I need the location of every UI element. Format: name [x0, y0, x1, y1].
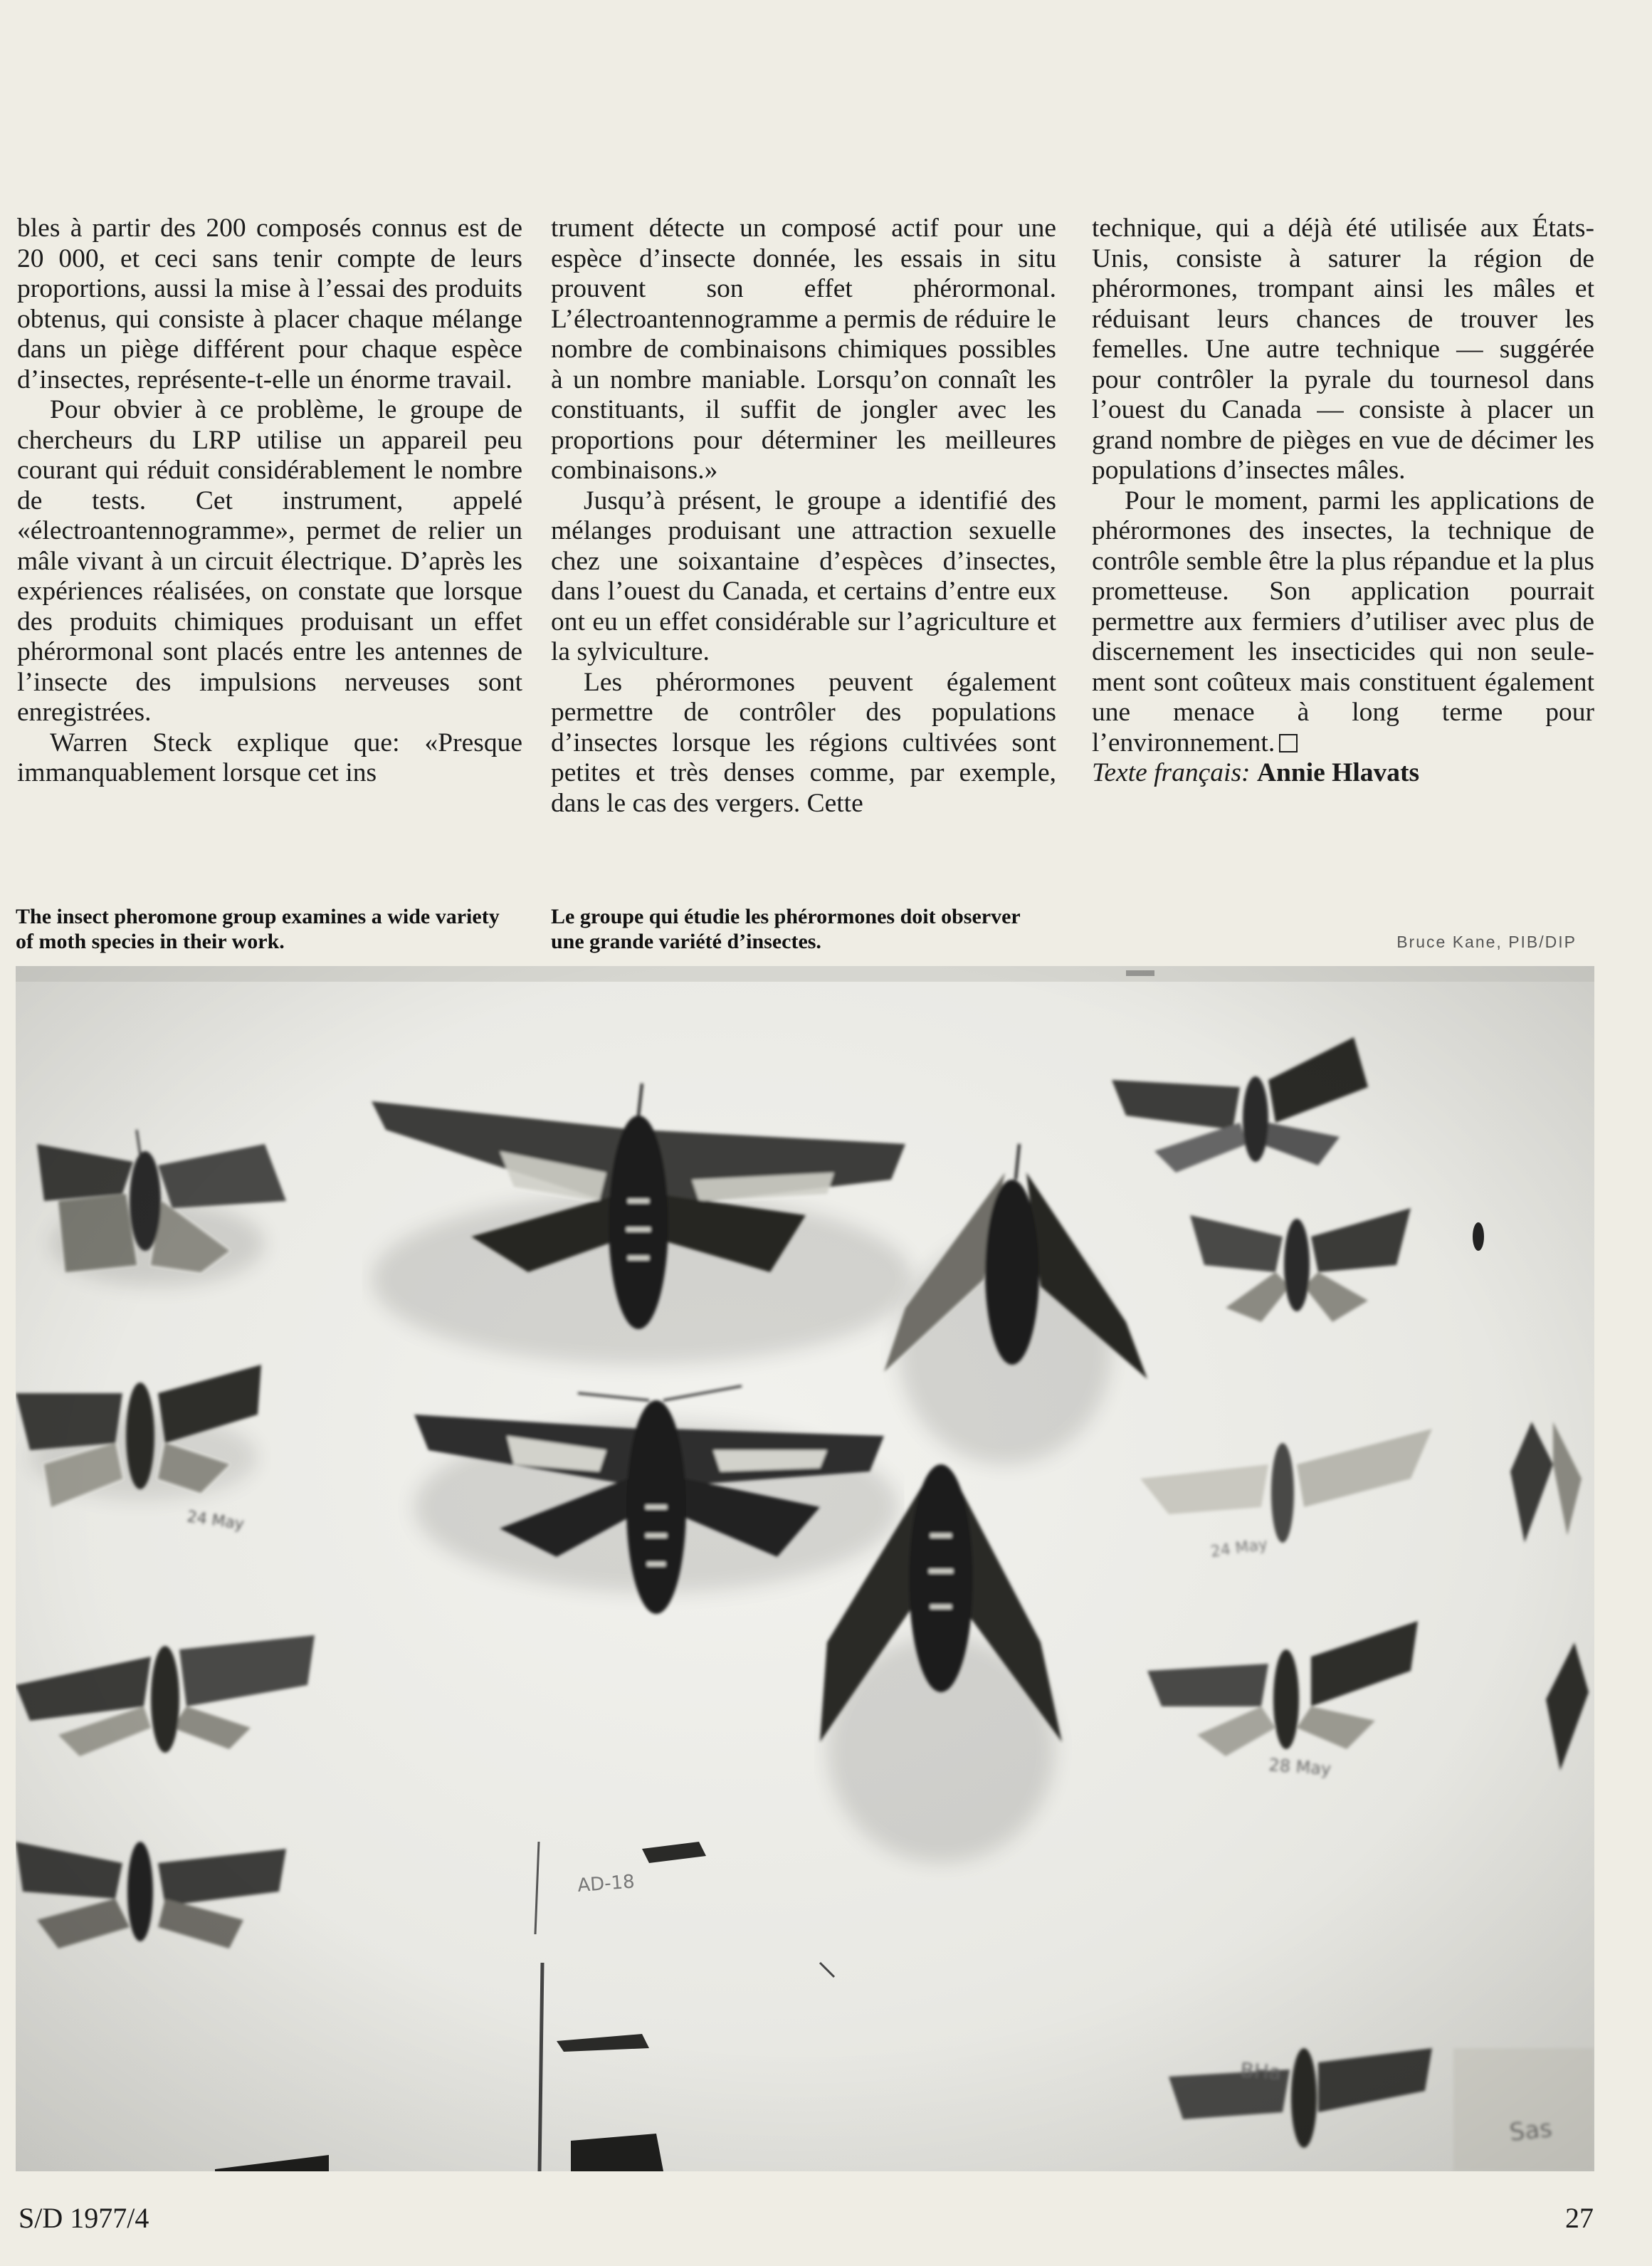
paragraph-text: Pour le moment, parmi les applications de phérormones des insectes, la technique de contrôle semble être la plus répandue et la plus prometteuse. Son application pourrait permettre aux fermiers d’utiliser avec plus de discernement les insecticides qui non seulement sont coûteux mais constituent également une menace à long terme pour l’environnement. — [1092, 486, 1594, 757]
paragraph: Pour obvier à ce problème, le groupe de chercheurs du LRP utilise un appareil peu courant qui réduit considérablement le nombre de tests. Cet instrument, appelé «électroantennogramme», permet de relier un mâle vivant à un circuit électrique. D’après les expériences réalisées, on constate que lorsque des produits chimiques produisant un effet phérormonal sont placés entre les antennes de l’insecte des impulsions nerveuses sont enregistrées. — [17, 395, 522, 727]
translator-name: Annie Hlavats — [1256, 758, 1420, 787]
moth-specimens-photo — [16, 966, 1594, 2171]
paragraph: Jusqu’à présent, le groupe a identifié des mélanges produisant une attraction sexuelle chez une soixantaine d’espèces d’insectes, dans l’ouest du Canada, et certains d’entre eux ont eu un effet considérable sur l’agriculture et la sylviculture. — [551, 486, 1056, 666]
paragraph: technique, qui a déjà été utilisée aux États-Unis, consiste à saturer la région de phérormones, trompant ainsi les mâles et réduisant leurs chances de trouver les femelles. Une autre technique — suggérée pour contrôler la pyrale du tournesol dans l’ouest du Canada — consiste à placer un grand nombre de pièges en vue de décimer les populations d’insectes mâles. — [1092, 214, 1594, 485]
paragraph: Warren Steck explique que: «Presque immanquablement lorsque cet ins — [17, 728, 522, 787]
end-mark-icon — [1279, 734, 1298, 752]
paragraph: bles à partir des 200 composés connus est de 20 000, et ceci sans tenir compte de leurs proportions, aussi la mise à l’essai des produits obtenus, qui consiste à placer chaque mélange dans un piège différent pour chaque espèce d’insectes, représente-t-elle un énorme travail. — [17, 214, 522, 394]
article-column-3 — [1092, 214, 1594, 789]
translation-label: Texte français: — [1092, 758, 1251, 787]
paragraph: trument détecte un composé actif pour une espèce d’insecte donnée, les essais in situ prouvent son effet phérormonal. L’électroantennogramme a permis de réduire le nombre de combinaisons chimiques possibles à un nombre maniable. Lorsqu’on connaît les constituants, il suffit de jongler avec les proportions pour déterminer les meilleures combinaisons.» — [551, 214, 1056, 485]
paragraph — [1092, 486, 1594, 759]
moth-specimens-illustration — [16, 966, 1594, 2171]
photo-caption-english: The insect pheromone group examines a wide variety of moth species in their work. — [16, 905, 500, 953]
photo-caption-french: Le groupe qui étudie les phérormones doit observer une grande variété d’insectes. — [551, 905, 1021, 953]
article-column-1 — [17, 214, 522, 789]
page-number: 27 — [1565, 2202, 1594, 2234]
paragraph: Les phérormones peuvent également permettre de contrôler des populations d’insectes lorsque les régions cultivées sont petites et très denses comme, par exemple, dans le cas des vergers. Cette — [551, 667, 1056, 818]
translation-credit — [1092, 758, 1594, 789]
photo-credit: Bruce Kane, PIB/DIP — [1396, 933, 1577, 951]
footer-issue: S/D 1977/4 — [19, 2202, 149, 2234]
article-column-2 — [551, 214, 1056, 819]
